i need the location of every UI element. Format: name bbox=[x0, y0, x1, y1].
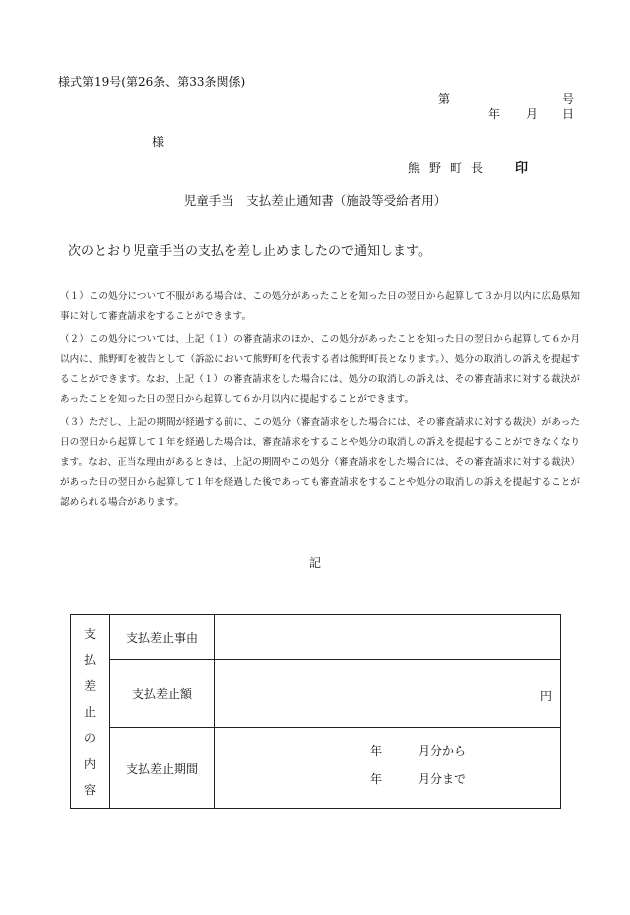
period-from bbox=[370, 742, 466, 759]
issuer-name: 熊野町長 bbox=[408, 161, 493, 175]
addressee-honorific: 様 bbox=[152, 135, 165, 149]
document-number-suffix: 号 bbox=[562, 92, 575, 106]
table-row-reason bbox=[71, 615, 561, 660]
period-from-year: 年 bbox=[370, 744, 383, 758]
period-from-rest: 月分から bbox=[418, 744, 467, 758]
notes-section bbox=[60, 287, 580, 516]
note-item: （２）この処分については、上記（１）の審査請求のほか、この処分があったことを知った日の翌日から起算して６か月以内に、熊野町を被告として（訴訟において熊野町を代表する者は熊野町長となります。）、処分の取消しの訴えを提起することができます。なお、上記（１）の審査請求をした場合には、処分の取消しの訴えは、その審査請求に対する裁決があったことを知った日の翌日から起算して６か月以内に提起することができます。 bbox=[60, 334, 580, 405]
reason-value-cell[interactable] bbox=[215, 615, 561, 660]
lead-text: 次のとおり児童手当の支払を差し止めましたので通知します。 bbox=[68, 244, 431, 259]
table-row-amount bbox=[71, 660, 561, 728]
amount-label: 支払差止額 bbox=[110, 660, 215, 728]
side-label-char: 止 bbox=[83, 704, 96, 719]
period-value-cell[interactable] bbox=[215, 728, 561, 809]
yen-unit: 円 bbox=[539, 689, 552, 703]
detail-table bbox=[70, 614, 561, 809]
period-to bbox=[370, 770, 466, 787]
document-title: 児童手当 支払差止通知書（施設等受給者用） bbox=[183, 193, 447, 208]
period-to-year: 年 bbox=[370, 772, 383, 786]
side-label-char: 支 bbox=[83, 626, 96, 641]
side-label-char: 払 bbox=[83, 652, 96, 667]
document-number-prefix: 第 bbox=[438, 92, 451, 106]
side-label-char: 差 bbox=[83, 678, 96, 693]
date-month-label: 月 bbox=[526, 107, 539, 121]
side-label-char: 内 bbox=[83, 756, 96, 771]
note-item: （３）ただし、上記の期間が経過する前に、この処分（審査請求をした場合には、その審査請求に対する裁決）があった日の翌日から起算して１年を経過した場合は、審査請求をすることや処分の取消しの訴えを提起することができなくなります。なお、正当な理由があるときは、上記の期間やこの処分（審査請求をした場合には、その審査請求に対する裁決）があった日の翌日から起算して１年を経過した後であっても審査請求をすることや処分の取消しの訴えを提起することが認められる場合があります。 bbox=[60, 417, 580, 508]
reason-label: 支払差止事由 bbox=[110, 615, 215, 660]
period-to-rest: 月分まで bbox=[418, 772, 467, 786]
period-label: 支払差止期間 bbox=[110, 728, 215, 809]
amount-value-cell[interactable] bbox=[215, 660, 561, 728]
date-year-label: 年 bbox=[488, 107, 501, 121]
side-label-char: 容 bbox=[83, 782, 96, 797]
ki-heading: 記 bbox=[308, 556, 321, 570]
note-item: （１）この処分について不服がある場合は、この処分があったことを知った日の翌日から起算して３か月以内に広島県知事に対して審査請求をすることができます。 bbox=[60, 291, 580, 322]
side-label bbox=[71, 621, 109, 803]
date-day-label: 日 bbox=[562, 107, 575, 121]
form-number: 様式第19号(第26条、第33条関係) bbox=[58, 75, 246, 89]
side-label-char: の bbox=[83, 730, 96, 745]
seal-mark: 印 bbox=[515, 161, 529, 176]
side-label-cell bbox=[71, 615, 110, 809]
table-row-period bbox=[71, 728, 561, 809]
